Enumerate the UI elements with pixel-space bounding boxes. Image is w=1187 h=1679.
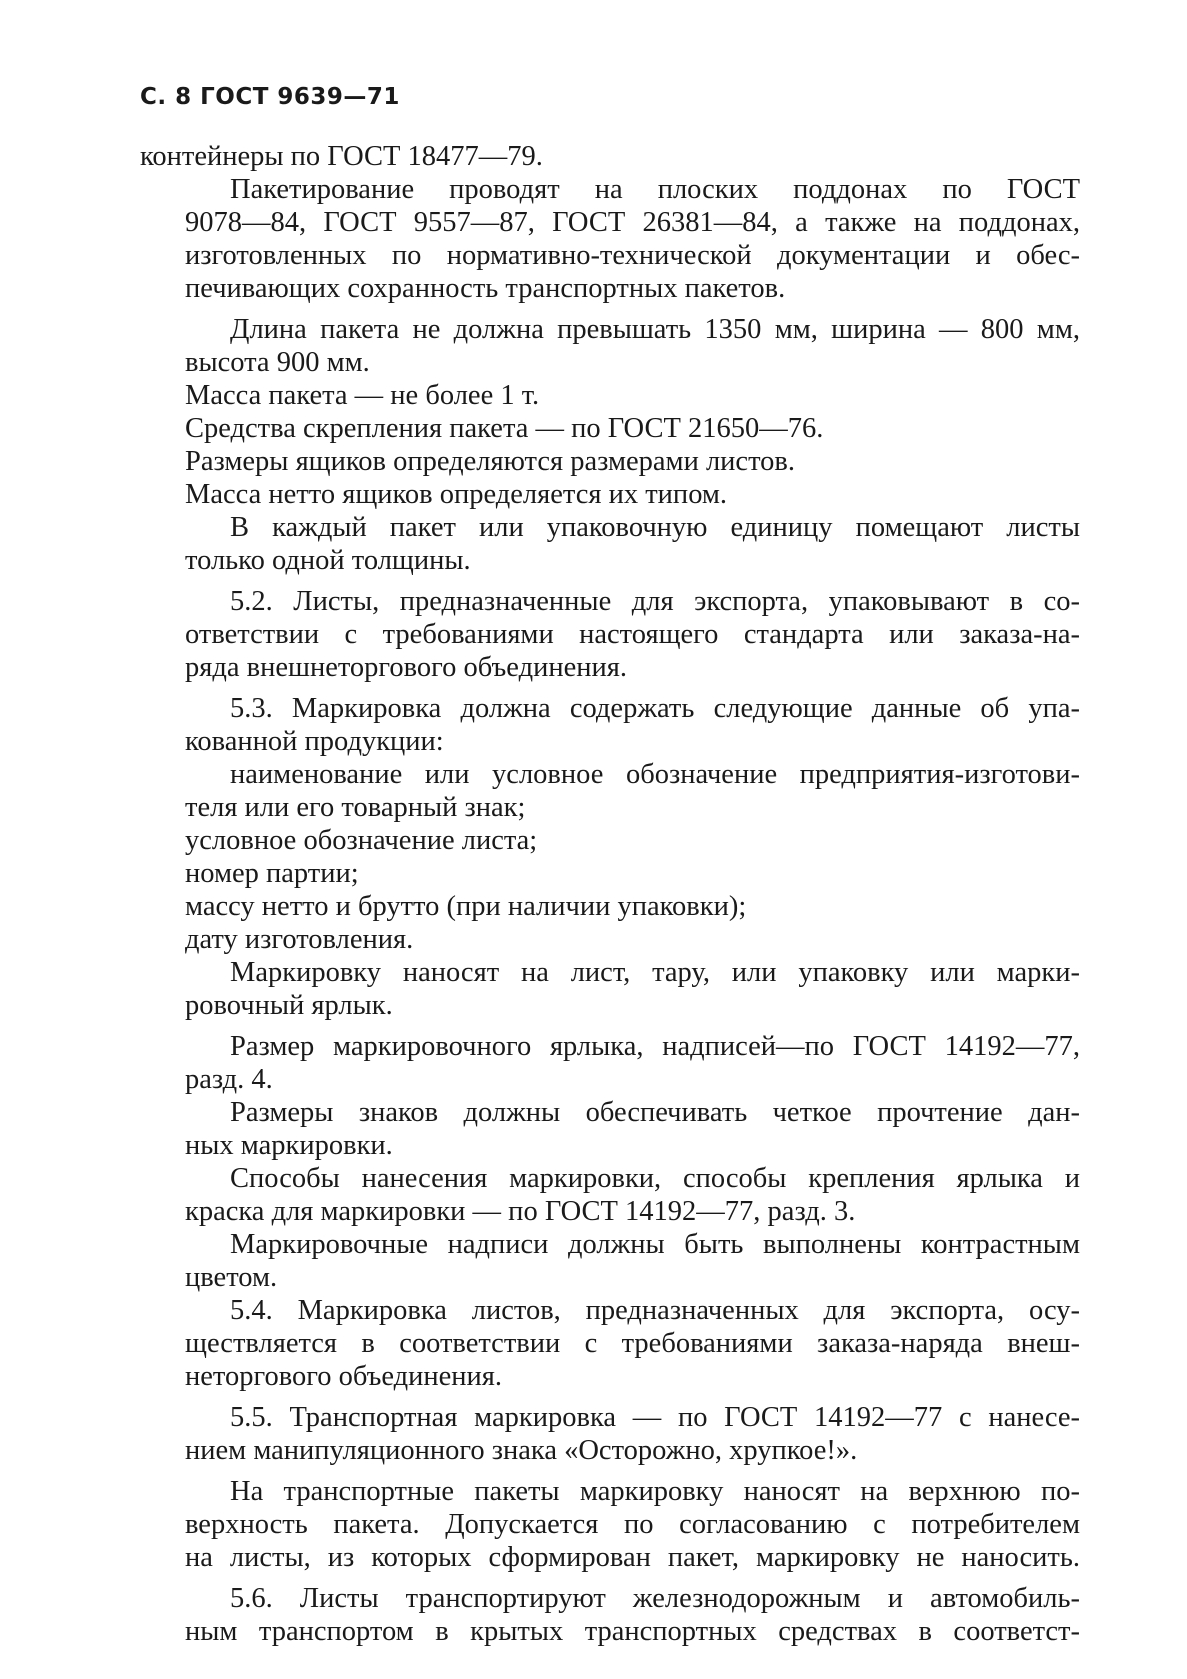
page-header: С. 8 ГОСТ 9639—71 [140,84,400,110]
paragraph [140,478,1080,511]
paragraph [140,824,1080,857]
text-line: Средства скрепления пакета — по ГОСТ 21650—76. [185,413,824,444]
text-line: на листы, из которых сформирован пакет, маркировку не наносить. [185,1542,1080,1573]
paragraph [140,173,1080,305]
text-line: неторгового объединения. [185,1361,503,1392]
text-line: ществляется в соответствии с требованиями заказа-наряда внеш- [185,1328,1080,1359]
text-line: 5.3. Маркировка должна содержать следующие данные об упа- [230,693,1080,724]
text-line: высота 900 мм. [185,347,370,378]
paragraph [140,956,1080,1022]
text-line: дату изготовления. [185,924,414,955]
paragraph [140,692,1080,758]
text-line: 5.6. Листы транспортируют железнодорожным и автомобиль- [230,1583,1080,1614]
paragraph [140,585,1080,684]
text-line: условное обозначение листа; [185,825,538,856]
text-line: 9078—84, ГОСТ 9557—87, ГОСТ 26381—84, а также на поддонах, [185,207,1080,238]
paragraph [140,1096,1080,1162]
paragraph [140,857,1080,890]
text-line: Масса нетто ящиков определяется их типом. [185,479,728,510]
text-line: Масса пакета — не более 1 т. [185,380,540,411]
text-line: контейнеры по ГОСТ 18477—79. [140,141,543,172]
paragraph [140,1475,1080,1574]
paragraph [140,140,1080,173]
text-line: только одной толщины. [185,545,471,576]
paragraph [140,511,1080,577]
text-line: кованной продукции: [185,726,444,757]
text-line: Пакетирование проводят на плоских поддонах по ГОСТ [230,174,1080,205]
text-line: На транспортные пакеты маркировку наносят на верхнюю по- [230,1476,1080,1507]
text-line: Маркировку наносят на лист, тару, или упаковку или марки- [230,957,1080,988]
paragraph [140,758,1080,824]
text-line: ных маркировки. [185,1130,393,1161]
text-line: наименование или условное обозначение предприятия-изготови- [230,759,1080,790]
paragraph [140,379,1080,412]
text-line: Способы нанесения маркировки, способы крепления ярлыка и [230,1163,1080,1194]
text-line: ровочный ярлык. [185,990,393,1021]
document-body [140,140,1080,1648]
text-line: нием манипуляционного знака «Осторожно, хрупкое!». [185,1435,858,1466]
text-line: В каждый пакет или упаковочную единицу помещают листы [230,512,1080,543]
text-line: Маркировочные надписи должны быть выполнены контрастным [230,1229,1080,1260]
paragraph [140,923,1080,956]
text-line: печивающих сохранность транспортных пакетов. [185,273,786,304]
paragraph [140,445,1080,478]
text-line: Размеры ящиков определяются размерами листов. [185,446,795,477]
text-line: ответствии с требованиями настоящего стандарта или заказа-на- [185,619,1080,650]
paragraph [140,890,1080,923]
paragraph [140,1228,1080,1294]
text-line: 5.4. Маркировка листов, предназначенных для экспорта, осу- [230,1295,1080,1326]
text-line: 5.2. Листы, предназначенные для экспорта, упаковывают в со- [230,586,1080,617]
paragraph [140,1030,1080,1096]
text-line: разд. 4. [185,1064,273,1095]
text-line: Размер маркировочного ярлыка, надписей—по ГОСТ 14192—77, [230,1031,1080,1062]
text-line: Размеры знаков должны обеспечивать четкое прочтение дан- [230,1097,1080,1128]
text-line: номер партии; [185,858,359,889]
paragraph [140,1162,1080,1228]
text-line: 5.5. Транспортная маркировка — по ГОСТ 14192—77 с нанесе- [230,1402,1080,1433]
text-line: верхность пакета. Допускается по согласованию с потребителем [185,1509,1080,1540]
text-line: теля или его товарный знак; [185,792,526,823]
paragraph [140,313,1080,379]
text-line: Длина пакета не должна превышать 1350 мм, ширина — 800 мм, [230,314,1080,345]
paragraph [140,1582,1080,1648]
text-line: ряда внешнеторгового объединения. [185,652,627,683]
text-line: массу нетто и брутто (при наличии упаковки); [185,891,747,922]
paragraph [140,1401,1080,1467]
text-line: краска для маркировки — по ГОСТ 14192—77, разд. 3. [185,1196,856,1227]
paragraph [140,412,1080,445]
text-line: ным транспортом в крытых транспортных средствах в соответст- [185,1616,1080,1647]
paragraph [140,1294,1080,1393]
text-line: цветом. [185,1262,278,1293]
text-line: изготовленных по нормативно-технической документации и обес- [185,240,1080,271]
